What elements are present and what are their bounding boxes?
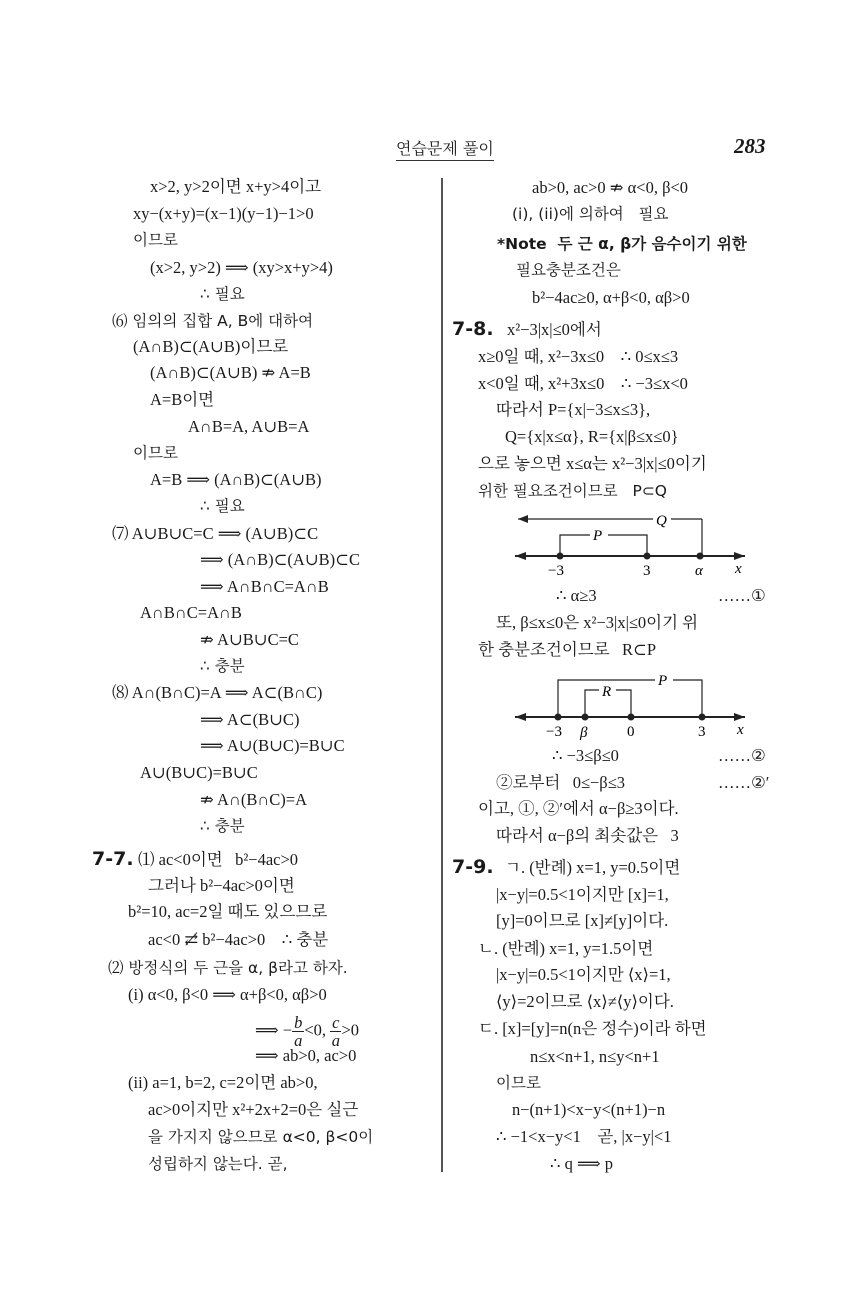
number-line-diagram-1 (470, 505, 790, 585)
text-line: (A∩B)⊂(A∪B) ⇏ A=B (150, 363, 311, 382)
denominator: a (331, 1031, 340, 1050)
denominator: a (294, 1031, 303, 1050)
axis-label: x (737, 722, 744, 738)
text-line: ⟨y⟩=2이므로 ⟨x⟩≠⟨y⟩이다. (496, 992, 674, 1011)
text-line: ⟹ A∩B∩C=A∩B (200, 577, 329, 596)
numerator: c (332, 1013, 340, 1032)
text-line: 이고, ①, ②′에서 α−β≥3이다. (478, 799, 679, 818)
tick-label: 0 (627, 724, 635, 740)
text-line: b²=10, ac=2일 때도 있으므로 (128, 902, 328, 921)
text-line: ㄷ. [x]=[y]=n(n은 정수)이라 하면 (478, 1019, 707, 1038)
point (557, 553, 564, 560)
arrow-left-icon (518, 515, 528, 523)
fraction (292, 1014, 304, 1049)
text-line: ∴ 충분 (200, 817, 245, 835)
text-line: 이므로 (133, 231, 178, 249)
text-line: ab>0, ac>0 ⇏ α<0, β<0 (532, 178, 689, 197)
text-line: 필요충분조건은 (516, 261, 621, 279)
text-line: n−(n+1)<x−y<(n+1)−n (512, 1100, 666, 1119)
section-title: 연습문제 풀이 (396, 136, 494, 161)
text-line: (i) α<0, β<0 ⟹ α+β<0, αβ>0 (128, 985, 327, 1004)
text-line: 그러나 b²−4ac>0이면 (148, 876, 295, 895)
text-line: ∴ 필요 (200, 285, 245, 303)
text-line: ⑹ 임의의 집합 A, B에 대하여 (112, 312, 314, 330)
tick-label: 3 (698, 724, 706, 740)
text-line: |x−y|=0.5<1이지만 [x]=1, (496, 885, 669, 904)
text-line: ㄱ. (반례) x=1, y=0.5이면 (505, 858, 681, 877)
column-divider (441, 178, 443, 1172)
text-line: (ii) a=1, b=2, c=2이면 ab>0, (128, 1073, 318, 1092)
text-line: [y]=0이므로 [x]≠[y]이다. (496, 911, 669, 930)
text-line: xy−(x+y)=(x−1)(y−1)−1>0 (133, 204, 314, 223)
set-label: P (593, 528, 603, 544)
text-line: 따라서 P={x|−3≤x≤3}, (496, 400, 651, 419)
text-line: ⑵ 방정식의 두 근을 α, β라고 하자. (108, 959, 348, 977)
text-line: 성립하지 않는다. 곧, (148, 1155, 288, 1173)
axis-label: x (735, 561, 742, 577)
fraction (330, 1014, 341, 1049)
text-line: 따라서 α−β의 최솟값은 3 (496, 826, 679, 845)
tick-label: −3 (548, 563, 564, 579)
text-line: ⑻ A∩(B∩C)=A ⟹ A⊂(B∩C) (112, 683, 323, 702)
text-line: x≥0일 때, x²−3x≤0 ∴ 0≤x≤3 (478, 347, 679, 366)
axis-arrow-right-icon (734, 713, 745, 721)
text-line: A=B이면 (150, 390, 215, 409)
set-label: Q (656, 513, 667, 529)
text-line: (x>2, y>2) ⟹ (xy>x+y>4) (150, 258, 333, 277)
set-p-bracket (558, 680, 702, 717)
text-segment: ⟹ − (255, 1020, 293, 1040)
problem-number: 7-9. (452, 856, 494, 878)
point (699, 714, 706, 721)
text-line: ⟹ ab>0, ac>0 (255, 1046, 357, 1065)
text-segment: >0 (341, 1020, 360, 1040)
text-line: ∴ −3≤β≤0 (552, 746, 619, 765)
point (582, 714, 589, 721)
circled-ref: ……②′ (718, 773, 770, 792)
text-line: 을 가지지 않으므로 α<0, β<0이 (148, 1128, 374, 1146)
text-line: 으로 놓으면 x≤α는 x²−3|x|≤0이기 (478, 454, 707, 473)
text-line: ㄴ. (반례) x=1, y=1.5이면 (478, 939, 654, 958)
tick-label: α (695, 563, 703, 579)
note-line: *Note 두 근 α, β가 음수이기 위한 (497, 235, 747, 253)
text-line: ②로부터 0≤−β≤3 (496, 773, 626, 792)
text-line: ac<0 ⇄̸ b²−4ac>0 ∴ 충분 (148, 930, 329, 949)
problem-number: 7-7. (92, 848, 134, 870)
text-line: |x−y|=0.5<1이지만 ⟨x⟩=1, (496, 965, 671, 984)
axis-arrow-left-icon (515, 552, 526, 560)
text-line: x>2, y>2이면 x+y>4이고 (150, 177, 322, 196)
text-line: ⟹ A∪(B∪C)=B∪C (200, 736, 345, 755)
text-line: 이므로 (133, 444, 178, 462)
text-line: A∪(B∪C)=B∪C (140, 763, 258, 782)
tick-label: 3 (643, 563, 651, 579)
text-line: x<0일 때, x²+3x≤0 ∴ −3≤x<0 (478, 374, 688, 393)
text-line: ∴ q ⟹ p (550, 1154, 614, 1173)
tick-label: β (580, 725, 588, 741)
number-line-diagram-2 (470, 665, 790, 745)
numerator: b (294, 1013, 303, 1032)
axis-arrow-left-icon (515, 713, 526, 721)
text-line: (A∩B)⊂(A∪B)이므로 (133, 337, 289, 356)
set-label: P (658, 673, 668, 689)
text-line: Q={x|x≤α}, R={x|β≤x≤0} (505, 427, 679, 446)
text-line: (i), (ii)에 의하여 필요 (512, 205, 669, 223)
text-line: ⇏ A∪B∪C=C (200, 630, 299, 649)
text-line: ⇏ A∩(B∩C)=A (200, 790, 308, 809)
problem-number: 7-8. (452, 318, 494, 340)
text-line: ∴ α≥3 (556, 586, 597, 605)
text-segment: <0, (304, 1020, 331, 1040)
text-line: n≤x<n+1, n≤y<n+1 (530, 1047, 660, 1066)
fraction-line (255, 1014, 359, 1049)
text-line: A∩B=A, A∪B=A (188, 417, 310, 436)
text-line: A=B ⟹ (A∩B)⊂(A∪B) (150, 470, 322, 489)
circled-ref: ……② (718, 746, 766, 765)
text-line: ⟹ (A∩B)⊂(A∪B)⊂C (200, 550, 360, 569)
point (628, 714, 635, 721)
text-line: ⑴ ac<0이면 b²−4ac>0 (138, 850, 299, 869)
page-number: 283 (734, 134, 766, 158)
text-line: ∴ 충분 (200, 657, 245, 675)
circled-ref: ……① (718, 586, 766, 605)
text-line: 한 충분조건이므로 R⊂P (478, 640, 657, 659)
text-line: x²−3|x|≤0에서 (507, 320, 602, 339)
text-line: 이므로 (496, 1074, 541, 1092)
text-line: ac>0이지만 x²+2x+2=0은 실근 (148, 1100, 359, 1119)
text-line: 또, β≤x≤0은 x²−3|x|≤0이기 위 (496, 613, 699, 632)
text-line: b²−4ac≥0, α+β<0, αβ>0 (532, 288, 690, 307)
text-line: ∴ −1<x−y<1 곧, |x−y|<1 (496, 1127, 672, 1146)
point (697, 553, 704, 560)
tick-label: −3 (546, 724, 562, 740)
axis-arrow-right-icon (734, 552, 745, 560)
text-line: ∴ 필요 (200, 497, 245, 515)
text-line: ⟹ A⊂(B∪C) (200, 710, 300, 729)
point (555, 714, 562, 721)
text-line: 위한 필요조건이므로 P⊂Q (478, 482, 668, 500)
text-line: A∩B∩C=A∩B (140, 603, 242, 622)
text-line: ⑺ A∪B∪C=C ⟹ (A∪B)⊂C (112, 524, 319, 543)
set-label: R (602, 684, 612, 700)
point (644, 553, 651, 560)
